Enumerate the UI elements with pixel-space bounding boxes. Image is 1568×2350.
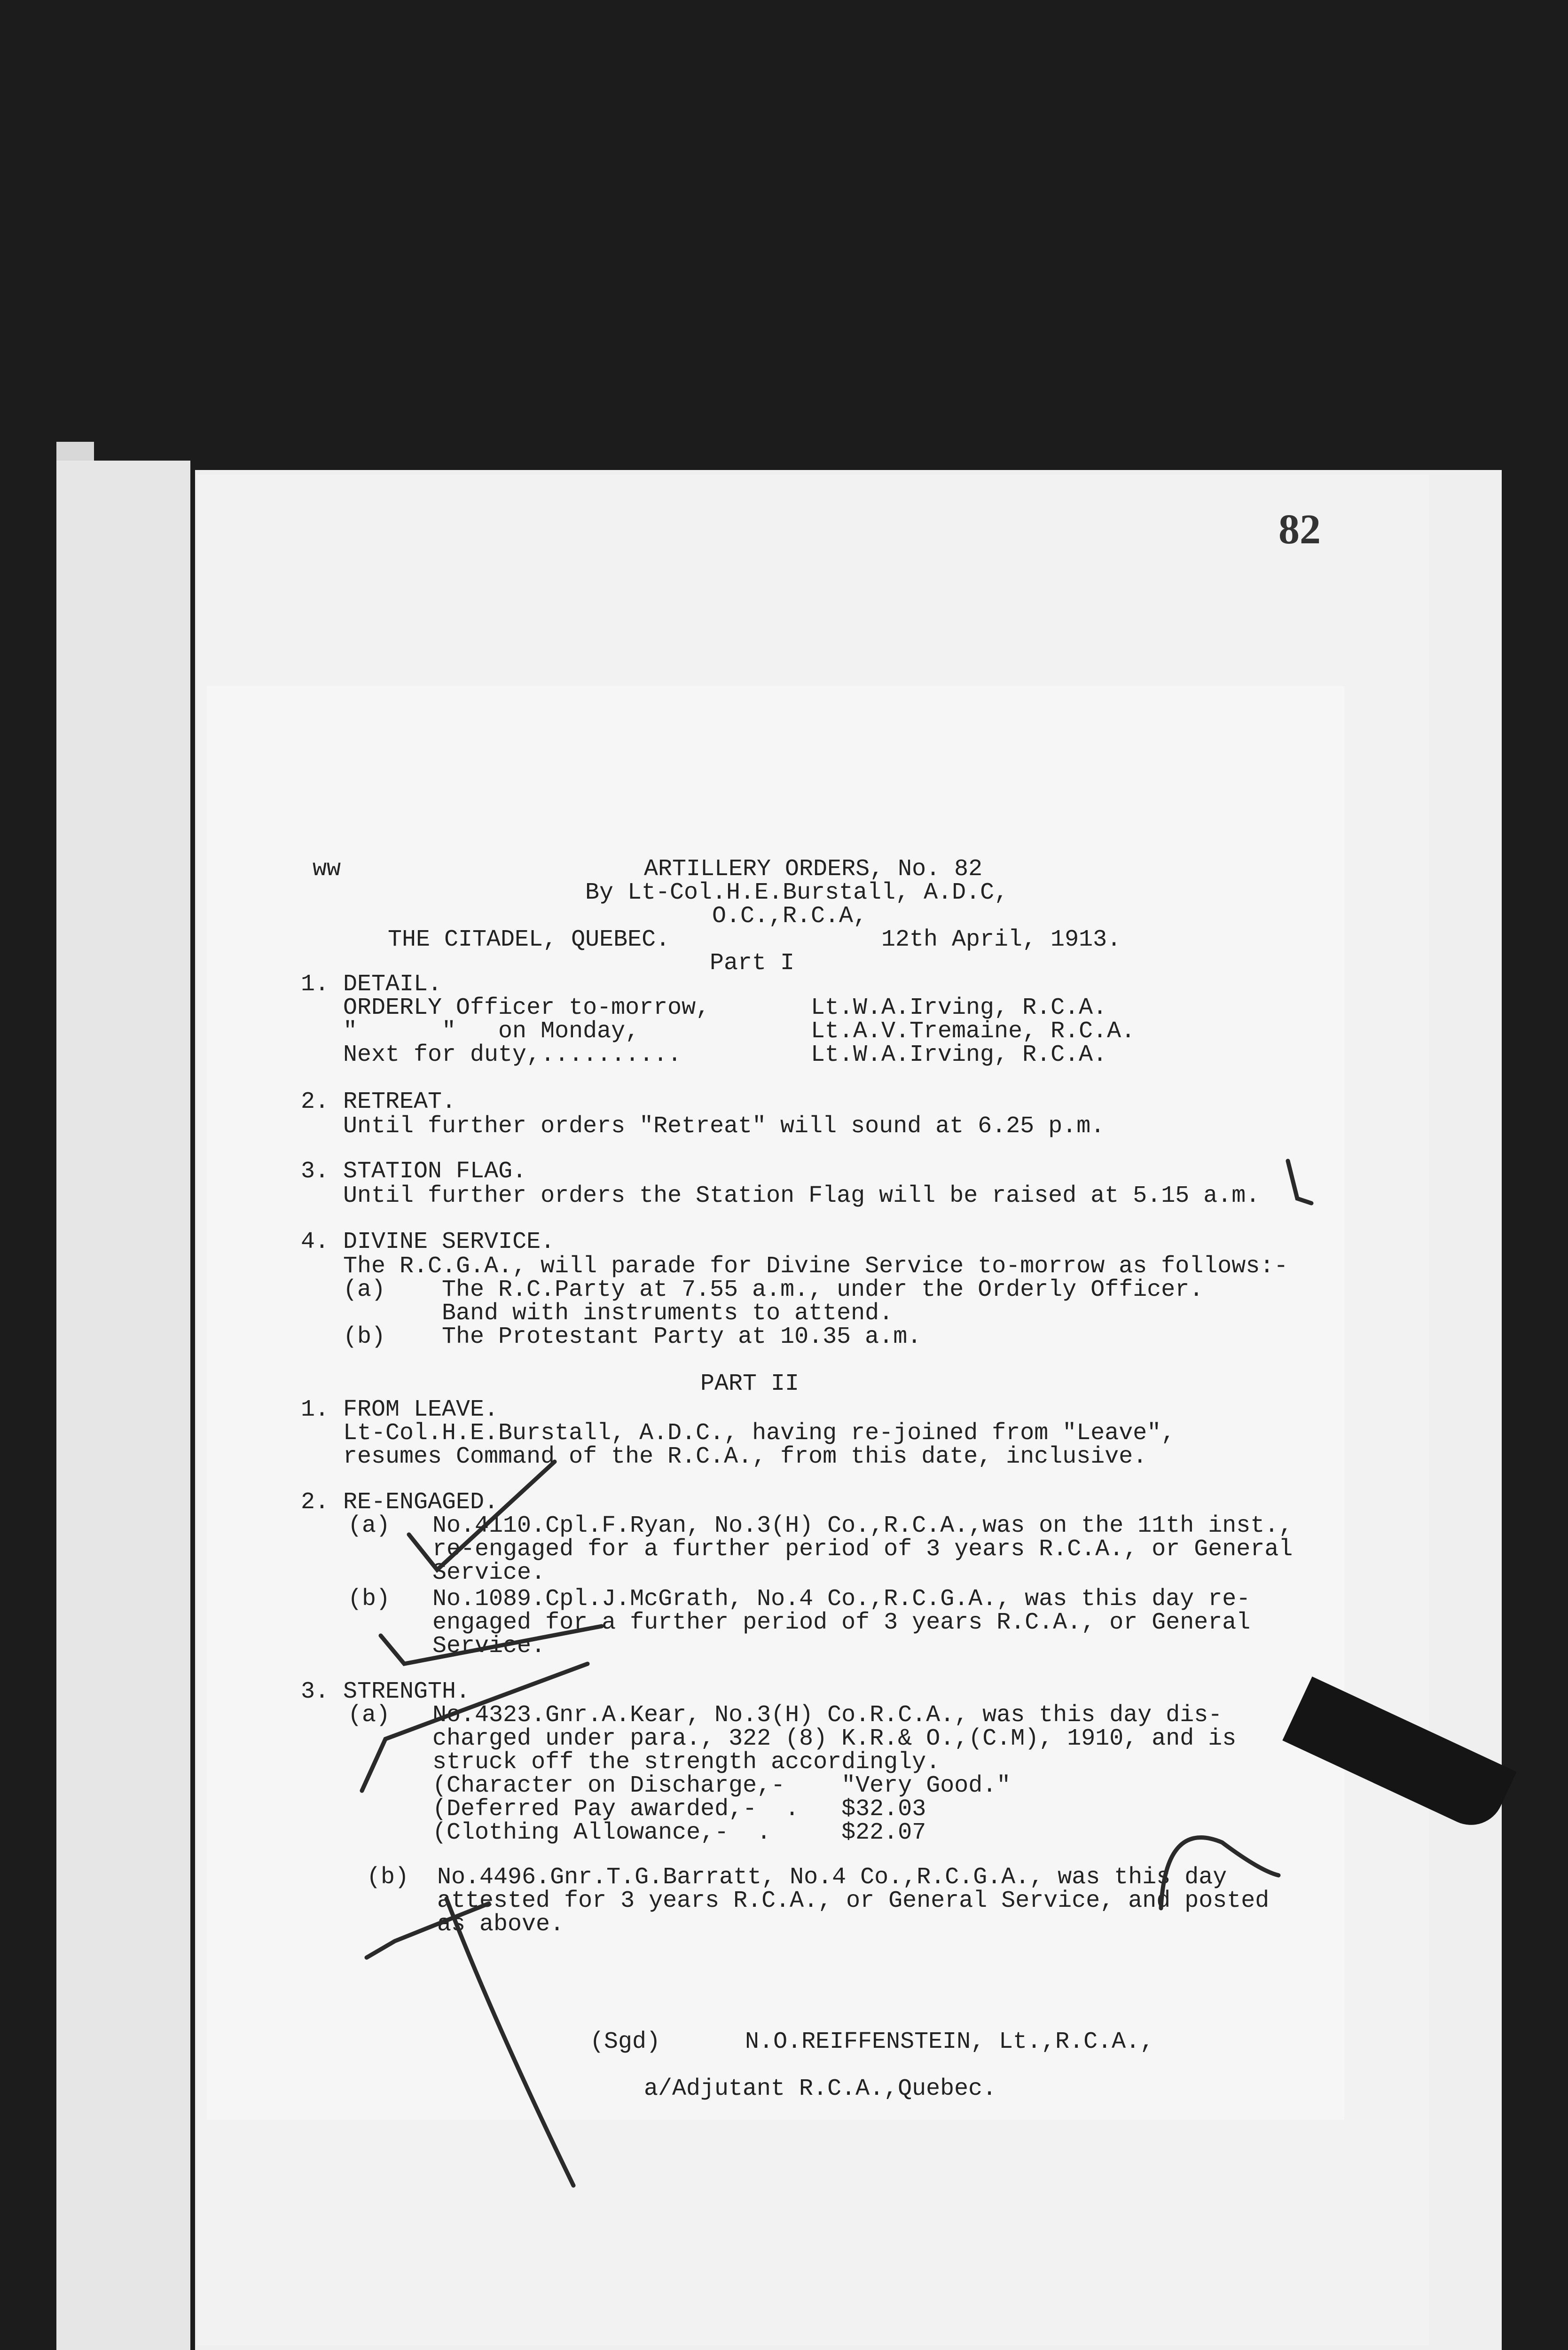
checkmark [409, 1462, 555, 1570]
retreat-text: Until further orders "Retreat" will sound at 6.25 p.m. [343, 1113, 1105, 1140]
strength-a-line-2: charged under para., 322 (8) K.R.& O.,(C.M), 1910, and is [348, 1725, 1237, 1752]
signature-line: (Sgd) N.O.REIFFENSTEIN, Lt.,R.C.A., [590, 2029, 1154, 2055]
strength-b-line-1: (b) No.4496.Gnr.T.G.Barratt, No.4 Co.,R.C.G.A., was this day [367, 1864, 1227, 1891]
next-duty-value: Lt.W.A.Irving, R.C.A. [811, 1042, 1107, 1068]
margin-mark: ww [313, 856, 341, 883]
re-engaged-a-line-3: Service. [348, 1559, 546, 1586]
orderly-tomorrow-value: Lt.W.A.Irving, R.C.A. [811, 995, 1107, 1021]
checkmark [362, 1664, 588, 1791]
orderly-tomorrow-label: ORDERLY Officer to-morrow, [343, 995, 710, 1021]
checkmark [367, 1904, 489, 1958]
pen-mark [1288, 1161, 1311, 1203]
station-flag-text: Until further orders the Station Flag will be raised at 5.15 a.m. [343, 1183, 1260, 1209]
checkmark [381, 1626, 602, 1664]
part-one-heading: Part I [710, 950, 795, 977]
page-number: 82 [1278, 506, 1321, 553]
strength-a-line-4: (Character on Discharge,- "Very Good." [348, 1772, 1011, 1799]
order-rank-line: O.C.,R.C.A, [712, 903, 868, 930]
strength-a-line-1: (a) No.4323.Gnr.A.Kear, No.3(H) Co.R.C.A., was this day dis- [348, 1702, 1223, 1729]
strength-b-line-2: attested for 3 years R.C.A., or General Service, and posted [367, 1888, 1270, 1914]
pen-scribble [1161, 1838, 1278, 1908]
order-title: ARTILLERY ORDERS, No. 82 [644, 856, 983, 883]
re-engaged-b-line-2: engaged for a further period of 3 years R.C.A., or General [348, 1609, 1251, 1636]
next-duty-label: Next for duty,.......... [343, 1042, 682, 1068]
orderly-monday-label: " " on Monday, [343, 1018, 640, 1045]
re-engaged-a-line-2: re-engaged for a further period of 3 years R.C.A., or General [348, 1536, 1293, 1563]
strength-heading: 3. STRENGTH. [301, 1678, 470, 1705]
divine-service-a2: Band with instruments to attend. [343, 1300, 894, 1327]
re-engaged-b-line-1: (b) No.1089.Cpl.J.McGrath, No.4 Co.,R.C.G.A., was this day re- [348, 1586, 1251, 1613]
divine-service-b: (b) The Protestant Party at 10.35 a.m. [343, 1324, 922, 1350]
station-flag-heading: 3. STATION FLAG. [301, 1158, 527, 1185]
detail-heading: 1. DETAIL. [301, 971, 442, 998]
from-leave-line-2: resumes Command of the R.C.A., from this date, inclusive. [343, 1443, 1147, 1470]
re-engaged-heading: 2. RE-ENGAGED. [301, 1489, 499, 1516]
order-date: 12th April, 1913. [881, 926, 1121, 953]
from-leave-line-1: Lt-Col.H.E.Burstall, A.D.C., having re-joined from "Leave", [343, 1420, 1176, 1447]
pen-stroke [447, 1899, 573, 2186]
divine-service-a1: (a) The R.C.Party at 7.55 a.m., under the Orderly Officer. [343, 1277, 1204, 1303]
part-two-heading: PART II [700, 1371, 800, 1397]
strength-a-line-5: (Deferred Pay awarded,- . $32.03 [348, 1796, 926, 1823]
order-by-line: By Lt-Col.H.E.Burstall, A.D.C, [585, 879, 1009, 906]
strength-b-line-3: as above. [367, 1911, 564, 1938]
order-place: THE CITADEL, QUEBEC. [388, 926, 670, 953]
re-engaged-a-line-1: (a) No.4110.Cpl.F.Ryan, No.3(H) Co.,R.C.A.,was on the 11th inst., [348, 1512, 1293, 1539]
strength-a-line-3: struck off the strength accordingly. [348, 1749, 941, 1776]
divine-service-text: The R.C.G.A., will parade for Divine Service to-morrow as follows:- [343, 1253, 1288, 1280]
divine-service-heading: 4. DIVINE SERVICE. [301, 1229, 555, 1255]
adjutant-line: a/Adjutant R.C.A.,Quebec. [644, 2076, 997, 2102]
orderly-monday-value: Lt.A.V.Tremaine, R.C.A. [811, 1018, 1136, 1045]
retreat-heading: 2. RETREAT. [301, 1089, 456, 1115]
re-engaged-b-line-3: Service. [348, 1633, 546, 1660]
from-leave-heading: 1. FROM LEAVE. [301, 1396, 499, 1423]
strength-a-line-6: (Clothing Allowance,- . $22.07 [348, 1819, 926, 1846]
